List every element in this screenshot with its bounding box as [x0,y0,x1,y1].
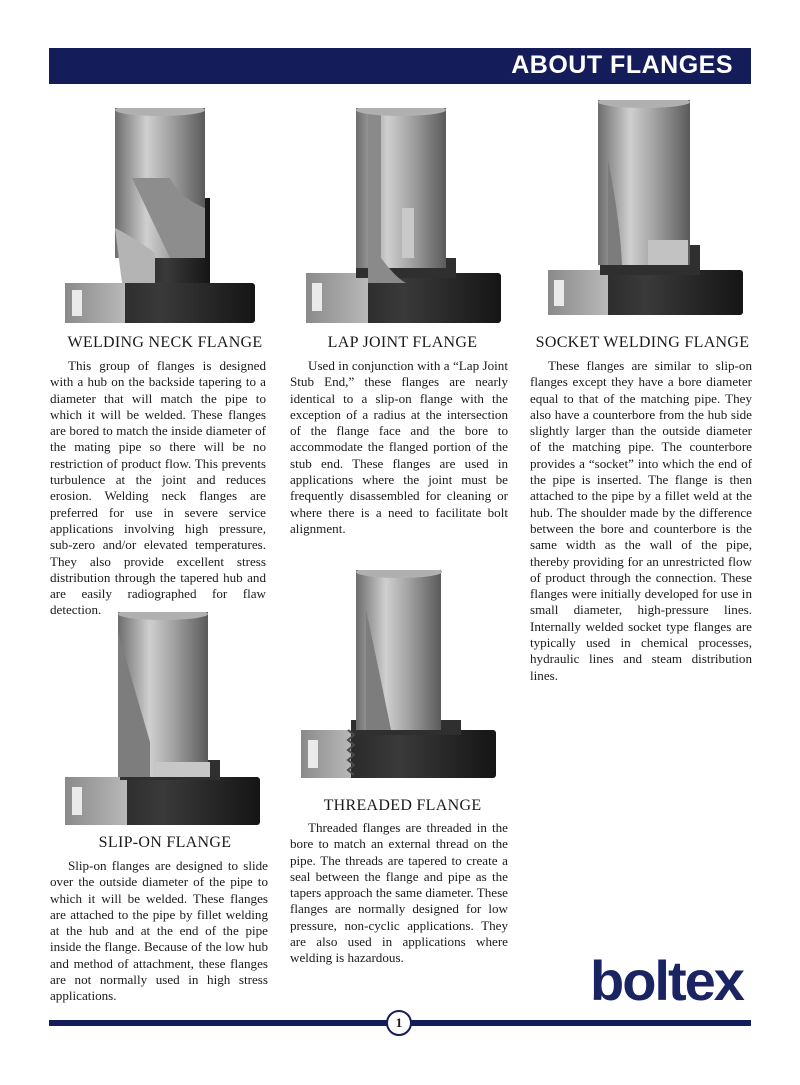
welding-neck-description: This group of flanges is designed with a hub on the backside tapering to a diameter that will match the pipe to which it will be welded. These flanges are bored to match the inside diameter of the mating pipe so there will be no restriction of product flow. This prevents turbulence at the joint and reduces erosion. Welding neck flanges are preferred for use in severe service applications involving high pressure, sub-zero and/or elevated temperatures. They also provide excellent stress distribution through the tapered hub and are easily radiographed for flaw detection. [50,358,266,618]
page-number: 1 [386,1010,412,1036]
header-bar [49,48,751,84]
threaded-description: Threaded flanges are threaded in the bore to match an external thread on the pipe. The threads are tapered to create a seal between the flange and pipe as the tapers approach the same diameter. These flanges are normally designed for low pressure, non-cyclic applications. They are also used in applications where welding is hazardous. [290,820,508,966]
welding-neck-heading: WELDING NECK FLANGE [67,334,263,351]
lap-joint-description: Used in conjunction with a “Lap Joint Stub End,” these flanges are nearly identical to a slip-on flange with the exception of a radius at the intersection of the flange face and the bore to accommodate the flanged portion of the stub end. These flanges are used in applications where the joint must be frequently disassembled for cleaning or where there is a need to facilitate bolt alignment. [290,358,508,536]
threaded-heading: THREADED FLANGE [323,797,482,814]
socket-welding-description: These flanges are similar to slip-on flanges except they have a bore diameter equal to that of the matching pipe. They also have a counterbore from the hub side slightly larger than the outside diameter of the matching pipe. The counterbore provides a “socket” into which the end of the pipe is inserted. The flange is then attached to the pipe by a fillet weld at the hub. The shoulder made by the difference between the bore and counterbore is the same width as the wall of the pipe, thereby providing for an unrestricted flow of product through the connection. These flanges were initially developed for use in small diameter, high-pressure lines. Internally welded socket type flanges are typically used in chemical processes, hydraulic lines and steam distribution lines. [530,358,752,683]
slip-on-flange-illustration [60,612,270,827]
lap-joint-heading: LAP JOINT FLANGE [327,334,478,351]
slip-on-description: Slip-on flanges are designed to slide over the outside diameter of the pipe to which it will be welded. These flanges are attached to the pipe by fillet welding at the hub and at the end of the pipe inside the flange. Because of the low hub and method of attachment, these flanges are not normally used in high stress applications. [50,858,268,1004]
threaded-flange-illustration [296,570,506,785]
boltex-logo: boltex [590,949,743,1012]
page-title: ABOUT FLANGES [511,51,733,79]
slip-on-heading: SLIP-ON FLANGE [98,834,232,851]
socket-welding-heading: SOCKET WELDING FLANGE [535,334,750,351]
welding-neck-flange-illustration [60,108,260,328]
socket-welding-flange-illustration [540,100,750,320]
lap-joint-flange-illustration [296,108,506,328]
